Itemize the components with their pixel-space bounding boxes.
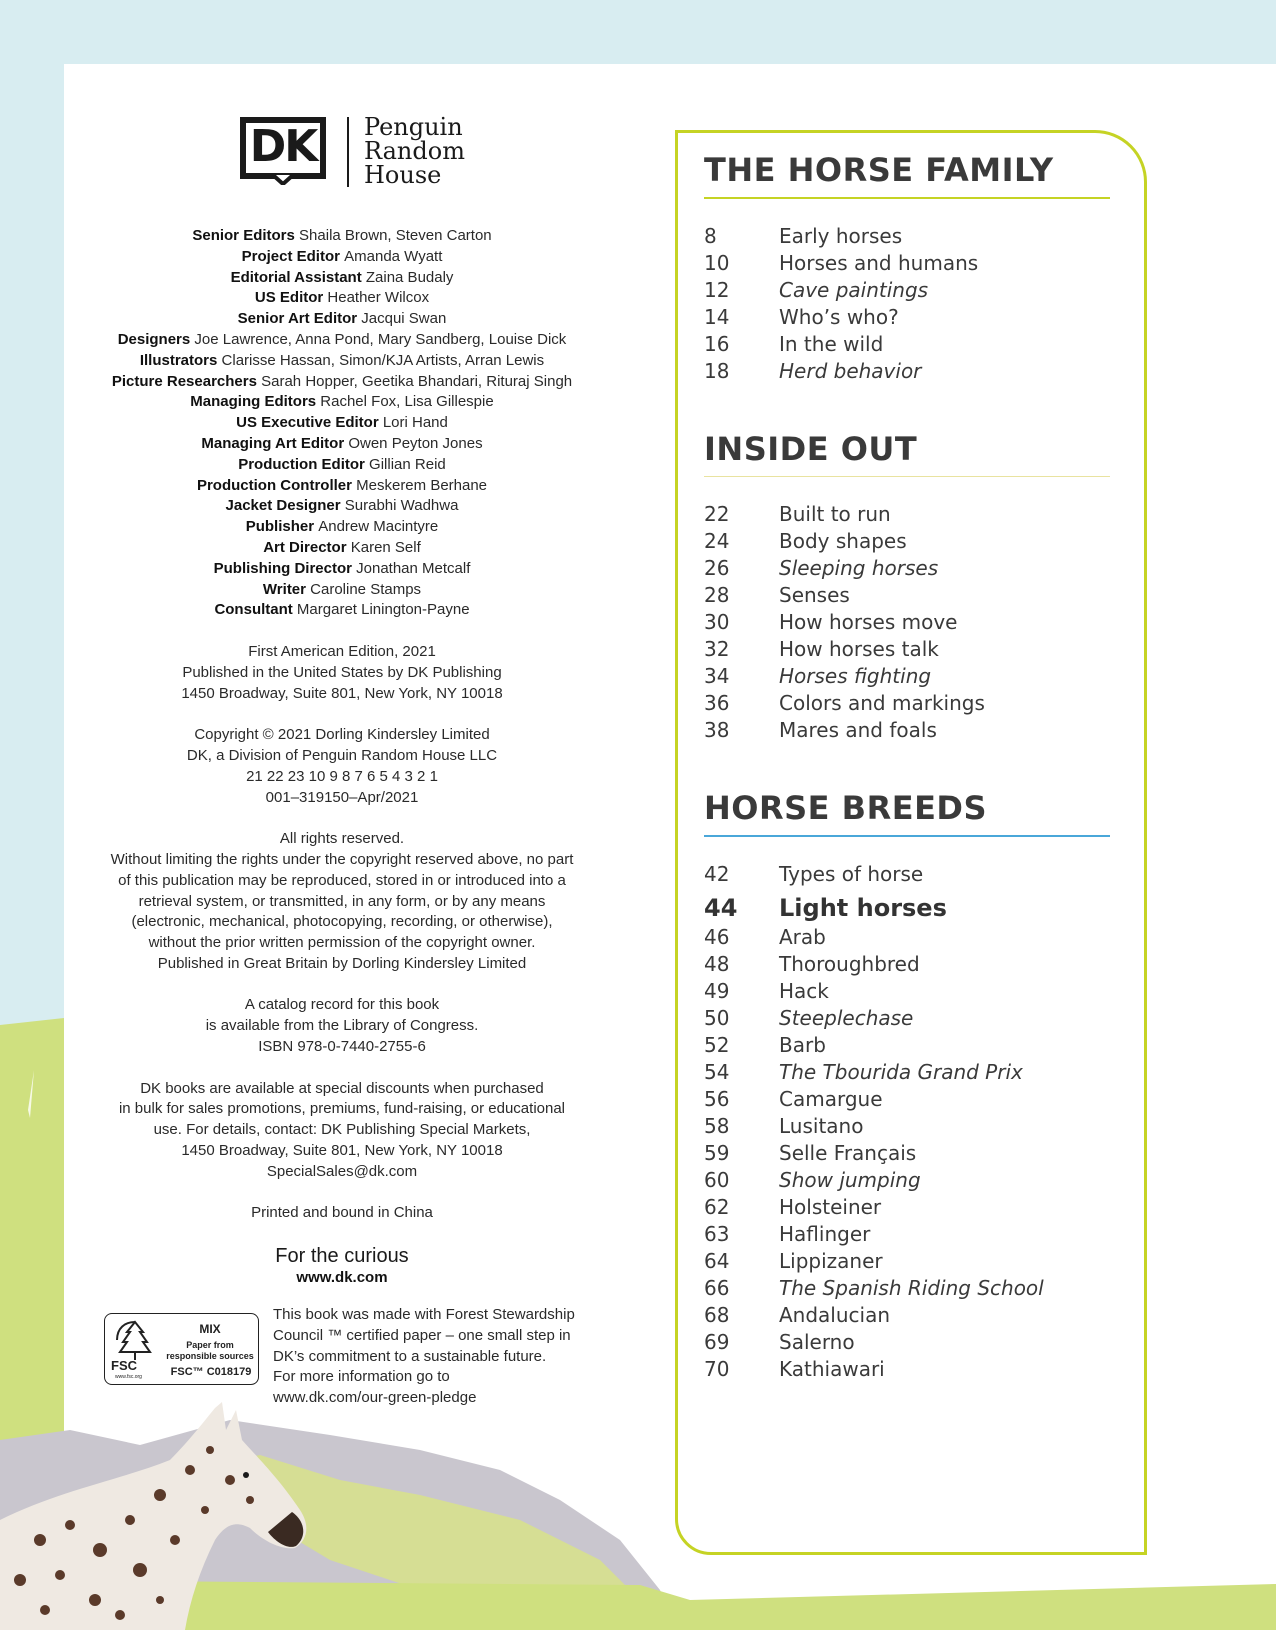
contents-entry[interactable] <box>704 1275 1110 1302</box>
discounts-line: DK books are available at special discounts when purchased <box>140 1079 544 1097</box>
credit-names: Andrew Macintyre <box>314 518 439 536</box>
copyright-line: Copyright © 2021 Dorling Kindersley Limited <box>194 726 490 744</box>
entry-page: 38 <box>704 718 730 742</box>
entry-page: 60 <box>704 1167 730 1192</box>
catalog-line: ISBN 978-0-7440-2755-6 <box>258 1038 426 1056</box>
credit-line <box>86 309 598 330</box>
credit-names: Owen Peyton Jones <box>344 434 483 452</box>
contents-entry[interactable] <box>704 1005 1110 1032</box>
contents-list <box>704 223 1110 385</box>
catalog-block <box>86 995 598 1057</box>
entry-title: Steeplechase <box>779 1005 914 1030</box>
credit-names: Amanda Wyatt <box>339 247 443 265</box>
entry-title: Who’s who? <box>779 304 899 329</box>
contents-entry[interactable] <box>704 1059 1110 1086</box>
entry-page: 66 <box>704 1275 730 1300</box>
fsc-statement-line: This book was made with Forest Stewardship <box>273 1306 575 1323</box>
credit-names: Zaina Budaly <box>361 268 454 286</box>
copyright-line: 21 22 23 10 9 8 7 6 5 4 3 2 1 <box>246 767 438 785</box>
edition-block <box>86 642 598 704</box>
edition-line: 1450 Broadway, Suite 801, New York, NY 10018 <box>181 684 503 702</box>
credit-names: Jacqui Swan <box>357 310 447 328</box>
publisher-line-3: House <box>364 161 442 189</box>
contents-section <box>704 150 1110 385</box>
imprint-column <box>86 226 598 1288</box>
contents-entry[interactable] <box>704 978 1110 1005</box>
contents-entry[interactable] <box>704 277 1110 304</box>
contents-list <box>704 861 1110 1383</box>
rights-block <box>86 829 598 975</box>
contents-entry[interactable] <box>704 890 1110 926</box>
section-title: HORSE BREEDS <box>704 789 988 827</box>
logo-divider <box>347 117 349 187</box>
contents-entry[interactable] <box>704 331 1110 358</box>
entry-title: Senses <box>779 583 850 607</box>
entry-page: 10 <box>704 250 730 275</box>
fsc-paper-source <box>161 1340 259 1362</box>
credit-names: Clarisse Hassan, Simon/KJA Artists, Arran Lewis <box>217 351 545 369</box>
book-notch-icon <box>273 175 293 185</box>
entry-title: How horses talk <box>779 637 939 661</box>
entry-title: Cave paintings <box>779 277 929 302</box>
credit-line <box>86 372 598 393</box>
contents-entry[interactable] <box>704 1329 1110 1356</box>
discounts-line: 1450 Broadway, Suite 801, New York, NY 10018 <box>181 1142 503 1160</box>
edition-line: First American Edition, 2021 <box>248 642 436 660</box>
contents-entry[interactable] <box>704 582 1110 609</box>
credit-line <box>86 351 598 372</box>
credit-role: Designers <box>117 330 191 348</box>
fsc-label: FSC <box>111 1358 137 1373</box>
credit-role: Managing Editors <box>190 393 317 411</box>
fsc-paper-line-1: Paper from <box>186 1340 234 1350</box>
contents-entry[interactable] <box>704 358 1110 385</box>
credit-role: Art Director <box>263 538 347 556</box>
fsc-paper-line-2: responsible sources <box>166 1351 254 1361</box>
entry-page: 22 <box>704 502 730 526</box>
section-title: INSIDE OUT <box>704 429 918 468</box>
credit-line <box>86 247 598 268</box>
entry-page: 8 <box>704 223 717 248</box>
contents-entry[interactable] <box>704 1032 1110 1059</box>
credit-role: Senior Editors <box>192 227 295 244</box>
credit-role: Writer <box>262 580 306 598</box>
credit-role: Senior Art Editor <box>237 310 358 328</box>
contents-entry[interactable] <box>704 690 1110 717</box>
credit-role: Editorial Assistant <box>230 268 362 286</box>
website-link[interactable]: www.dk.com <box>296 1269 388 1287</box>
fsc-mix: MIX <box>199 1322 221 1336</box>
fsc-statement-line: Council ™ certified paper – one small step in <box>273 1326 571 1344</box>
credit-names: Jonathan Metcalf <box>351 559 471 577</box>
spotted-horse-illustration <box>0 1400 320 1630</box>
contents-entry[interactable] <box>704 1194 1110 1221</box>
entry-title: Light horses <box>779 893 947 922</box>
contents-entry[interactable] <box>704 636 1110 663</box>
rights-line: without the prior written permission of the copyright owner. <box>148 934 536 952</box>
contents-entry[interactable] <box>704 1221 1110 1248</box>
entry-title: The Spanish Riding School <box>779 1275 1044 1300</box>
entry-title: The Tbourida Grand Prix <box>779 1059 1023 1084</box>
credit-role: Project Editor <box>241 247 340 265</box>
publisher-line-2: Random <box>364 137 465 165</box>
entry-page: 28 <box>704 583 730 607</box>
entry-title: Lippizaner <box>779 1248 883 1273</box>
rights-line: All rights reserved. <box>279 830 405 848</box>
section-rule <box>704 835 1110 837</box>
entry-title: Early horses <box>779 223 903 248</box>
rights-line: Published in Great Britain by Dorling Kindersley Limited <box>157 954 527 972</box>
entry-title: Types of horse <box>779 861 924 886</box>
credit-role: US Editor <box>254 289 324 307</box>
discounts-line: SpecialSales@dk.com <box>266 1162 418 1180</box>
rights-line: retrieval system, or transmitted, in any form, or by any means <box>138 892 546 910</box>
publisher-wordmark <box>364 115 465 187</box>
credit-line <box>86 538 598 559</box>
credit-names: Shaila Brown, Steven Carton <box>294 227 492 244</box>
credit-names: Surabhi Wadhwa <box>340 497 459 515</box>
fsc-tree-icon <box>113 1320 157 1362</box>
publisher-line-1: Penguin <box>364 113 463 141</box>
credit-names: Heather Wilcox <box>323 289 430 307</box>
entry-title: How horses move <box>779 610 958 634</box>
entry-title: Sleeping horses <box>779 556 939 580</box>
credit-role: Consultant <box>214 601 293 619</box>
entry-title: Barb <box>779 1032 826 1057</box>
rights-line: (electronic, mechanical, photocopying, recording, or otherwise), <box>131 913 553 931</box>
credit-names: Caroline Stamps <box>306 580 422 598</box>
rights-line: of this publication may be reproduced, stored in or introduced into a <box>118 871 566 889</box>
section-rule <box>704 197 1110 199</box>
entry-title: Andalucian <box>779 1302 891 1327</box>
copyright-line: DK, a Division of Penguin Random House LLC <box>186 746 498 764</box>
credit-line <box>86 580 598 601</box>
contents-entry[interactable] <box>704 528 1110 555</box>
entry-title: Salerno <box>779 1329 855 1354</box>
entry-page: 26 <box>704 556 730 580</box>
fsc-logo <box>104 1313 259 1385</box>
entry-page: 30 <box>704 610 730 634</box>
entry-page: 54 <box>704 1059 730 1084</box>
edition-line: Published in the United States by DK Publishing <box>182 663 502 681</box>
credit-role: Production Editor <box>238 455 365 473</box>
section-title: THE HORSE FAMILY <box>704 151 1054 189</box>
entry-title: Hack <box>779 978 829 1003</box>
credit-line <box>86 600 598 621</box>
entry-page: 68 <box>704 1302 730 1327</box>
credit-names: Karen Self <box>346 538 421 556</box>
contents-entry[interactable] <box>704 501 1110 528</box>
credit-line <box>86 476 598 497</box>
credit-role: Illustrators <box>139 351 218 369</box>
contents-entry[interactable] <box>704 1248 1110 1275</box>
contents-entry[interactable] <box>704 223 1110 250</box>
credit-line <box>86 330 598 351</box>
contents-section <box>704 788 1110 1383</box>
credit-role: US Executive Editor <box>236 414 379 432</box>
catalog-line: is available from the Library of Congress. <box>205 1017 479 1035</box>
dk-logo-mark: DK <box>249 121 317 172</box>
catalog-line: A catalog record for this book <box>244 996 440 1014</box>
entry-title: Show jumping <box>779 1167 921 1192</box>
credit-line <box>86 559 598 580</box>
credit-role: Publishing Director <box>213 559 352 577</box>
credit-line <box>86 268 598 289</box>
credit-line <box>86 288 598 309</box>
entry-title: Herd behavior <box>779 358 922 383</box>
entry-page: 34 <box>704 664 730 688</box>
copyright-line: 001–319150–Apr/2021 <box>265 788 419 806</box>
credit-role: Picture Researchers <box>111 372 257 390</box>
credit-names: Lori Hand <box>378 414 448 432</box>
entry-page: 46 <box>704 924 730 949</box>
dk-penguin-random-house-logo <box>240 115 480 190</box>
tagline: For the curious <box>275 1245 409 1268</box>
contents-entry[interactable] <box>704 861 1110 888</box>
entry-title: Haflinger <box>779 1221 871 1246</box>
entry-title: Colors and markings <box>779 691 985 715</box>
entry-page: 50 <box>704 1005 730 1030</box>
credit-line <box>86 496 598 517</box>
credit-role: Production Controller <box>196 476 352 494</box>
fsc-statement-line: For more information go to <box>273 1368 450 1386</box>
entry-title: Horses and humans <box>779 250 979 275</box>
credits-list <box>86 226 598 621</box>
entry-title: Thoroughbred <box>779 951 920 976</box>
credit-line <box>86 517 598 538</box>
contents-entry[interactable] <box>704 663 1110 690</box>
contents-entry[interactable] <box>704 250 1110 277</box>
contents-entry[interactable] <box>704 609 1110 636</box>
table-of-contents <box>704 150 1110 1383</box>
entry-title: In the wild <box>779 331 884 356</box>
rights-line: Without limiting the rights under the copyright reserved above, no part <box>110 850 574 868</box>
entry-title: Horses fighting <box>779 664 932 688</box>
fsc-code: FSC™ C018179 <box>170 1366 252 1378</box>
entry-title: Holsteiner <box>779 1194 882 1219</box>
entry-page: 49 <box>704 978 730 1003</box>
discounts-line: in bulk for sales promotions, premiums, fund-raising, or educational <box>118 1100 566 1118</box>
contents-entry[interactable] <box>704 717 1110 744</box>
discounts-line: use. For details, contact: DK Publishing Special Markets, <box>153 1121 531 1139</box>
entry-page: 18 <box>704 358 730 383</box>
entry-page: 62 <box>704 1194 730 1219</box>
contents-entry[interactable] <box>704 1086 1110 1113</box>
entry-page: 24 <box>704 529 730 553</box>
credit-line <box>86 455 598 476</box>
credit-line <box>86 392 598 413</box>
fsc-statement-line: www.dk.com/our-green-pledge <box>273 1389 477 1407</box>
credit-role: Publisher <box>245 518 315 536</box>
entry-page: 56 <box>704 1086 730 1111</box>
entry-title: Arab <box>779 924 826 949</box>
credit-names: Sarah Hopper, Geetika Bhandari, Rituraj Singh <box>256 372 573 390</box>
entry-page: 14 <box>704 304 730 329</box>
entry-page: 32 <box>704 637 730 661</box>
entry-page: 64 <box>704 1248 730 1273</box>
entry-page: 52 <box>704 1032 730 1057</box>
entry-page: 12 <box>704 277 730 302</box>
entry-page: 58 <box>704 1113 730 1138</box>
credit-names: Rachel Fox, Lisa Gillespie <box>316 393 494 411</box>
entry-title: Kathiawari <box>779 1356 885 1381</box>
discounts-block <box>86 1079 598 1183</box>
copyright-block <box>86 725 598 808</box>
credit-names: Gillian Reid <box>364 455 446 473</box>
contents-entry[interactable] <box>704 304 1110 331</box>
contents-entry[interactable] <box>704 1356 1110 1383</box>
entry-title: Mares and foals <box>779 718 937 742</box>
contents-section <box>704 429 1110 745</box>
entry-page: 69 <box>704 1329 730 1354</box>
credit-line <box>86 434 598 455</box>
entry-title: Lusitano <box>779 1113 864 1138</box>
entry-page: 44 <box>704 893 738 922</box>
contents-list <box>704 501 1110 744</box>
entry-page: 59 <box>704 1140 730 1165</box>
printed-line: Printed and bound in China <box>251 1204 433 1222</box>
contents-entry[interactable] <box>704 1302 1110 1329</box>
credit-role: Jacket Designer <box>225 497 341 515</box>
entry-title: Camargue <box>779 1086 883 1111</box>
section-rule <box>704 476 1110 478</box>
fsc-certification <box>104 1305 604 1425</box>
entry-page: 42 <box>704 861 730 886</box>
entry-page: 16 <box>704 331 730 356</box>
contents-entry[interactable] <box>704 1167 1110 1194</box>
entry-page: 70 <box>704 1356 730 1381</box>
credit-names: Meskerem Berhane <box>351 476 488 494</box>
credit-line <box>86 413 598 434</box>
credit-names: Margaret Linington-Payne <box>292 601 470 619</box>
contents-entry[interactable] <box>704 924 1110 951</box>
contents-entry[interactable] <box>704 951 1110 978</box>
entry-page: 36 <box>704 691 730 715</box>
entry-page: 63 <box>704 1221 730 1246</box>
entry-title: Body shapes <box>779 529 907 553</box>
fsc-site: www.fsc.org <box>115 1374 142 1380</box>
entry-page: 48 <box>704 951 730 976</box>
contents-entry[interactable] <box>704 555 1110 582</box>
contents-entry[interactable] <box>704 1140 1110 1167</box>
fsc-statement-line: DK’s commitment to a sustainable future. <box>273 1347 547 1365</box>
fsc-statement <box>273 1305 575 1409</box>
entry-title: Built to run <box>779 502 891 526</box>
credit-names: Joe Lawrence, Anna Pond, Mary Sandberg, Louise Dick <box>190 330 567 348</box>
entry-title: Selle Français <box>779 1140 917 1165</box>
credit-role: Managing Art Editor <box>201 434 345 452</box>
credit-line <box>86 226 598 247</box>
contents-entry[interactable] <box>704 1113 1110 1140</box>
